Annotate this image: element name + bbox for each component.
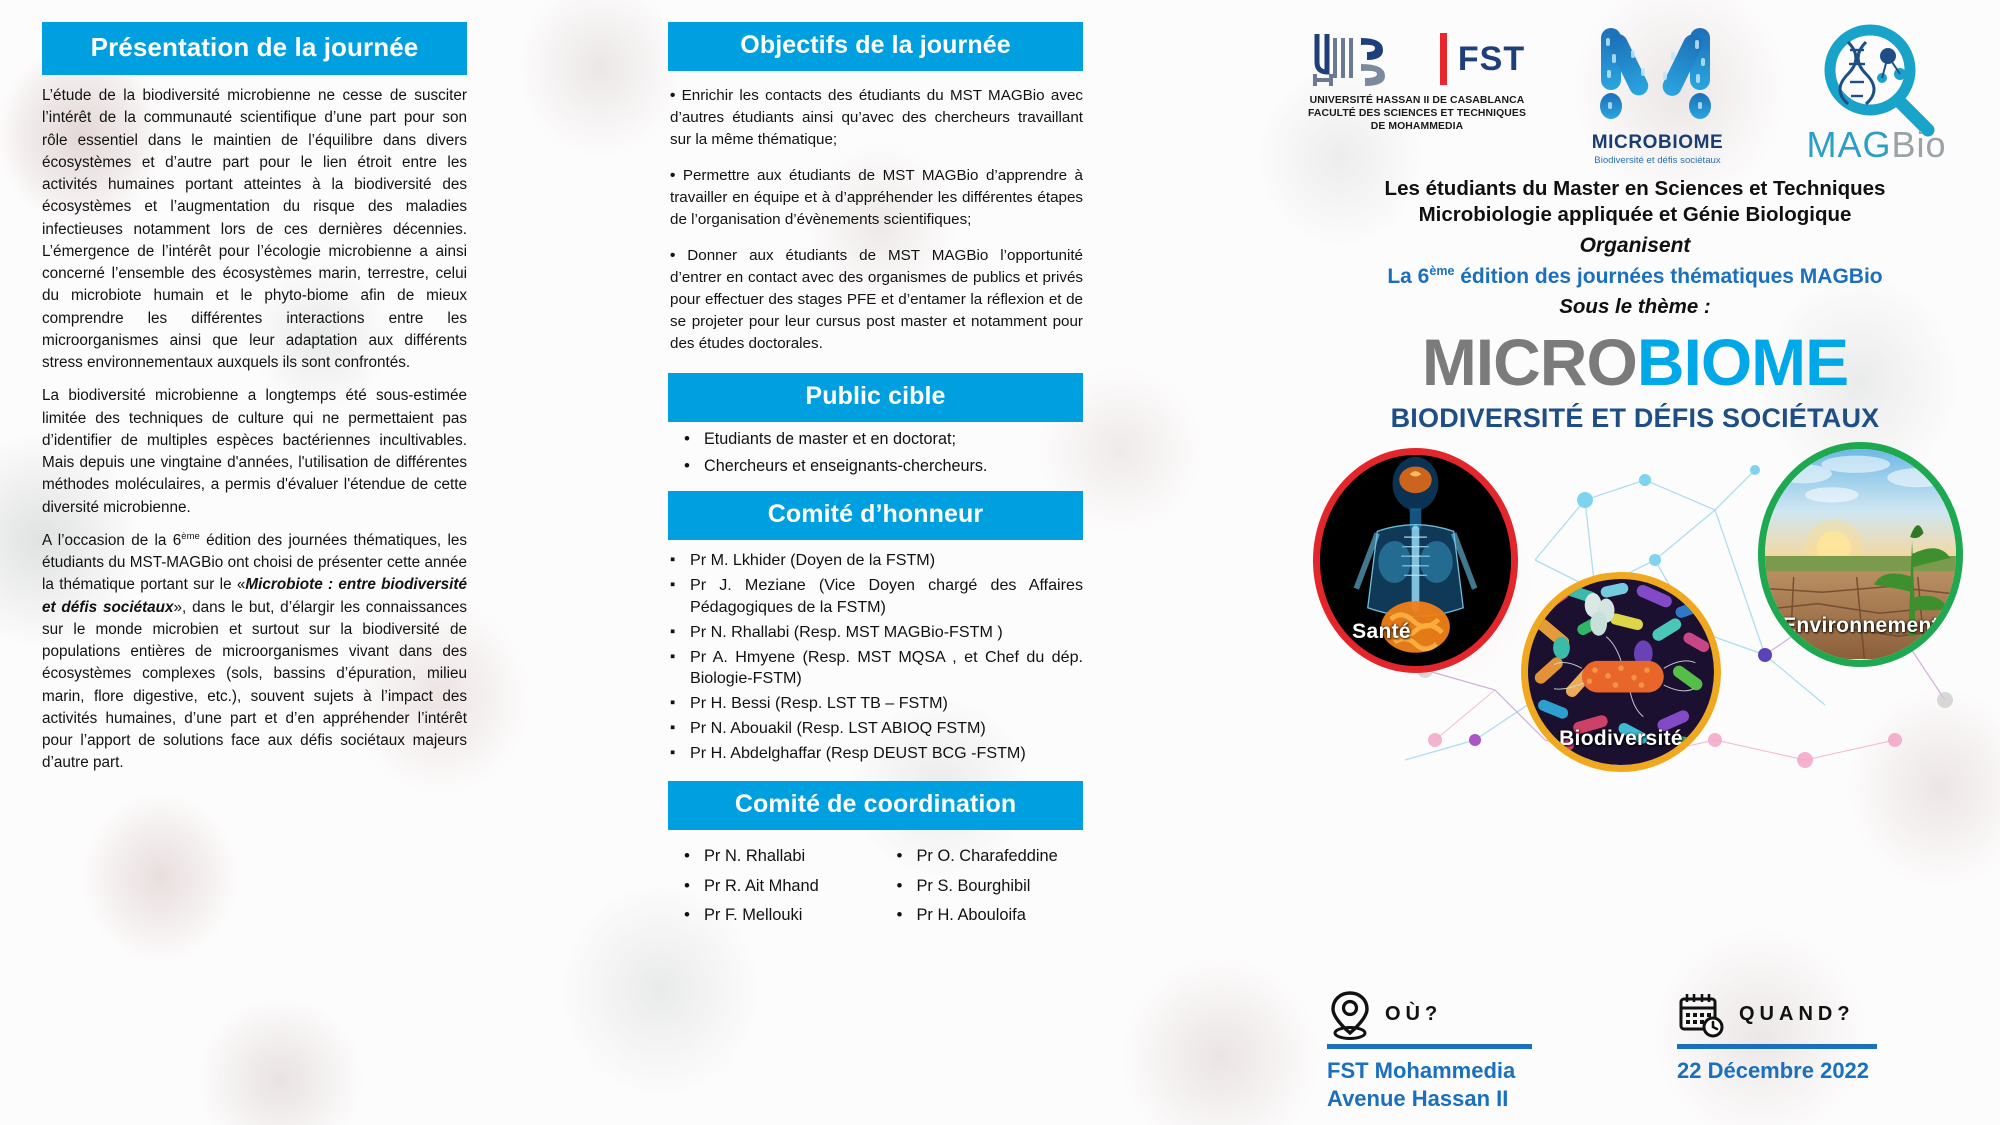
presentation-paragraph-1: L’étude de la biodiversité microbienne ne cesse de susciter l’intérêt de la communauté scientifique d’une part pour son rôle essentiel dans le maintien de l’équilibre dans divers écosystèmes et d’autre part pour le lien étroit entre les activités humaines portant atteintes à la biodiversité des écosystèmes et l’augmentation du risque des maladies infectieuses notamment lors de ces dernières décennies. L’émergence de l’intérêt pour l’écologie microbienne a ainsi concerné l’ensemble des écosystèmes marin, terrestre, celui du microbiote humain et le phyto-biome afin de mieux comprendre les différentes interactions entre les microorganismes ainsi que leur adaptation aux différents stress environnementaux auxquels ils sont confrontés. (42, 87, 467, 371)
title-biome-part: BIOME (1636, 325, 1849, 400)
presentation-paragraph-3 (42, 530, 467, 775)
list-item: ▪ Pr N. Rhallabi (Resp. MST MAGBio-FSTM ) (668, 622, 1083, 644)
organiser-block (1285, 176, 1985, 319)
where-underline (1327, 1044, 1532, 1049)
uh2c-red-divider (1440, 33, 1447, 85)
public-cible-list (668, 428, 1083, 477)
uh2c-line2: FACULTÉ DES SCIENCES ET TECHNIQUES (1308, 107, 1526, 119)
objective-item (668, 165, 1083, 231)
magbio-bio-text: Bio (1891, 124, 1947, 165)
section-header-objectives: Objectifs de la journée (668, 22, 1083, 71)
coordination-list-left (668, 838, 871, 927)
organiser-verb: Organisent (1579, 234, 1691, 258)
where-head (1327, 988, 1597, 1042)
list-item: • Pr O. Charafeddine (881, 845, 1084, 868)
microbiome-m-bacteria-icon (1595, 22, 1721, 126)
when-value (1677, 1057, 1947, 1086)
objective-text: Donner aux étudiants de MST MAGBio l’opportunité d’entrer en contact avec des organismes de publics et privés pour effectuer des stages PFE et d’entamer la réflexion et de se projeter pour leur cursus post master et notamment pour des études doctorales. (670, 247, 1083, 353)
list-item: ▪ Pr N. Abouakil (Resp. LST ABIOQ FSTM) (668, 718, 1083, 740)
where-when-row (1285, 988, 1985, 1114)
list-item: ▪ Pr H. Bessi (Resp. LST TB – FSTM) (668, 693, 1083, 715)
coordination-list-right (881, 838, 1084, 927)
paragraph3-ordinal-sup: ème (181, 530, 200, 542)
bullet-dot-icon: • (670, 247, 688, 265)
circle-caption-biodiversite: Biodiversité (1559, 727, 1683, 751)
list-item: • Pr S. Bourghibil (881, 875, 1084, 898)
title-micro-part: MICRO (1421, 325, 1637, 400)
edition-pre: La 6 (1387, 265, 1430, 289)
where-value (1327, 1057, 1597, 1114)
comite-honneur-list (668, 550, 1083, 765)
magbio-mag-text: MAG (1806, 124, 1892, 165)
objective-item (668, 245, 1083, 355)
section-header-comite-honneur: Comité d’honneur (668, 491, 1083, 540)
list-item: ▪ Pr M. Lkhider (Doyen de la FSTM) (668, 550, 1083, 572)
fst-wordmark: FST (1457, 40, 1526, 78)
microbiome-wordmark: MICROBIOME (1591, 132, 1724, 153)
uh2c-emblem-icon (1293, 28, 1541, 90)
when-underline (1677, 1044, 1877, 1049)
logo-microbiome (1573, 20, 1743, 166)
paragraph3-part1: A l’occasion de la 6 (42, 531, 182, 549)
when-head (1677, 988, 1947, 1042)
list-item: ▪ Pr J. Meziane (Vice Doyen chargé des Affaires Pédagogiques de la FSTM) (668, 575, 1083, 619)
list-item: ▪ Pr A. Hmyene (Resp. MST MQSA , et Chef du dép. Biologie-FSTM) (668, 647, 1083, 691)
list-item: • Pr F. Mellouki (668, 904, 871, 927)
when-label: QUAND? (1739, 1003, 1855, 1026)
comite-coordination-columns (668, 838, 1083, 927)
bullet-dot-icon: • (670, 167, 683, 185)
uh2c-arabic-glyph-icon (1309, 28, 1429, 90)
theme-label: Sous le thème : (1559, 295, 1711, 319)
presentation-paragraph-2: La biodiversité microbienne a longtemps été sous-estimée limitée des techniques de culture qui ne permettaient pas d’identifier de multiples espèces bactériennes incultivables. Mais depuis une vingtaine d'années, l'utilisation de différentes méthodes moléculaires, a permis d'évaluer l'étendue de cette diversité microbienne. (42, 387, 467, 516)
uh2c-subtitle (1293, 95, 1541, 134)
right-column (1285, 14, 1985, 1124)
logo-row (1285, 14, 1985, 164)
where-block (1327, 988, 1597, 1114)
theme-circles-cluster (1285, 440, 1985, 770)
list-item: • Etudiants de master et en doctorat; (668, 428, 1083, 450)
microbiome-tagline: Biodiversité et défis sociétaux (1594, 155, 1721, 166)
logo-uh2c-fst (1293, 20, 1541, 134)
list-item: • Pr R. Ait Mhand (668, 875, 871, 898)
circle-biodiversite (1521, 572, 1721, 772)
uh2c-line1: UNIVERSITÉ HASSAN II DE CASABLANCA (1309, 95, 1525, 106)
location-pin-icon (1327, 989, 1373, 1041)
section-header-presentation: Présentation de la journée (42, 22, 467, 75)
edition-line (1285, 264, 1985, 289)
magbio-wordmark (1774, 124, 1979, 165)
uh2c-line3: DE MOHAMMEDIA (1370, 120, 1464, 132)
when-line1: 22 Décembre 2022 (1677, 1057, 1870, 1083)
page-subtitle: BIODIVERSITÉ ET DÉFIS SOCIÉTAUX (1390, 403, 1880, 434)
edition-ordinal-sup: ème (1429, 264, 1455, 279)
objective-item (668, 85, 1083, 151)
paragraph3-part2: édition des journées thématiques, les étudiants du MST-MAGBio ont choisi de présenter cette année la thématique portant sur le « (42, 531, 467, 594)
circle-environnement (1758, 442, 1963, 667)
where-line1: FST Mohammedia (1327, 1057, 1516, 1083)
circle-caption-environnement: Environnement (1782, 614, 1939, 638)
when-block (1677, 988, 1947, 1114)
section-header-public-cible: Public cible (668, 373, 1083, 422)
logo-magbio (1774, 20, 1979, 163)
objective-text: Permettre aux étudiants de MST MAGBio d’apprendre à travailler en équipe et à d’appréhender les différentes étapes de l’organisation d’évènements scientifiques; (670, 167, 1083, 229)
organiser-line1: Les étudiants du Master en Sciences et Techniques (1384, 177, 1886, 200)
organiser-line2: Microbiologie appliquée et Génie Biologique (1418, 203, 1852, 227)
objective-text: Enrichir les contacts des étudiants du MST MAGBio avec d’autres étudiants ainsi qu’avec des chercheurs travaillant sur la même thématique; (670, 87, 1083, 149)
edition-post: édition des journées thématiques MAGBio (1454, 265, 1883, 289)
section-header-comite-coordination: Comité de coordination (668, 781, 1083, 830)
bullet-dot-icon: • (670, 87, 682, 104)
list-item: • Pr N. Rhallabi (668, 845, 871, 868)
circle-caption-sante: Santé (1352, 620, 1411, 644)
list-item: • Chercheurs et enseignants-chercheurs. (668, 455, 1083, 477)
middle-column (668, 22, 1083, 927)
where-line2: Avenue Hassan II (1327, 1086, 1509, 1112)
paragraph3-theme-bold: Microbiote : entre biodiversité et défis sociétaux (42, 576, 467, 616)
paragraph3-part3: », dans le but, d’élargir les connaissances sur le monde microbien et surtout sur la biodiversité de populations entières de microorganismes vivant dans des écosystèmes complexes (sols, bassins d’épuration, milieu marin, flore digestive, etc.), souvent sujets à l’impact des activités humaines, d’une part et d’en appréhender l’intérêt pour l’apport de solutions face aux défis sociétaux majeurs d’autre part. (42, 598, 467, 772)
list-item: • Pr H. Abouloifa (881, 904, 1084, 927)
calendar-clock-icon (1677, 989, 1727, 1041)
where-label: OÙ? (1385, 1003, 1443, 1026)
left-column (42, 22, 467, 775)
magbio-magnifier-dna-icon (1808, 20, 1946, 138)
page-title (1285, 325, 1985, 400)
circle-sante (1313, 448, 1518, 673)
list-item: ▪ Pr H. Abdelghaffar (Resp DEUST BCG -FSTM) (668, 743, 1083, 765)
